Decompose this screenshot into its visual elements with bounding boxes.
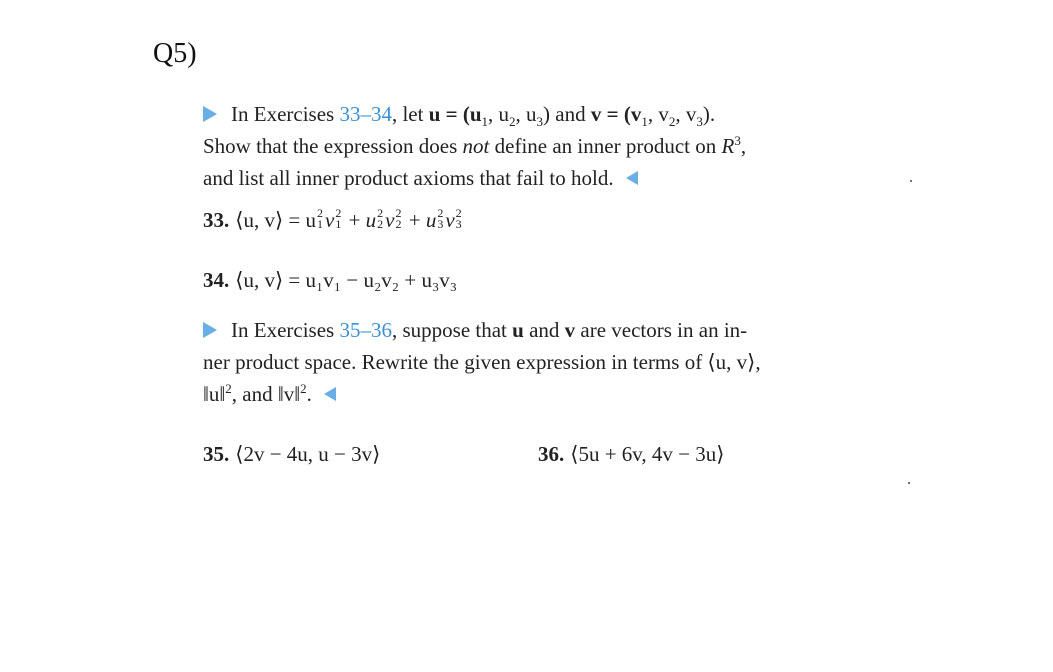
back-arrow-icon bbox=[626, 171, 638, 185]
exercise-35: 35. ⟨2v − 4u, u − 3v⟩ bbox=[203, 442, 381, 466]
intro1-line-2: Show that the expression does not define an inner product on $R^3$, bbox=[203, 133, 747, 158]
exercise-range-link[interactable]: 33–34 bbox=[339, 102, 392, 126]
play-arrow-icon bbox=[203, 106, 217, 122]
intro2-line-3: ‖u‖$^2$, and ‖v‖$^2$. bbox=[203, 378, 903, 410]
speck-mark bbox=[908, 482, 910, 484]
intro-paragraph-2 bbox=[203, 314, 903, 410]
intro1-line-1: In Exercises 33–34, let $u = (u_1$, $u_2$, $u_3$) and $v = (v_1$, $v_2$, $v_3$). bbox=[203, 98, 903, 130]
play-arrow-icon bbox=[203, 322, 217, 338]
exercise-33: 33. ⟨u, v⟩ = u 2 1 v 2 1 + u 2 2 v 2 2 + u 2 3 v 2 3 bbox=[203, 206, 462, 232]
intro2-line-2: ner product space. Rewrite the given expression in terms of ⟨u, v⟩, bbox=[203, 350, 761, 374]
intro-paragraph-1 bbox=[203, 98, 903, 194]
exercise-range-link[interactable]: 35–36 bbox=[339, 318, 392, 342]
back-arrow-icon bbox=[324, 387, 336, 401]
intro2-line-1: In Exercises 35–36, suppose that u and v are vectors in an in- bbox=[203, 314, 903, 346]
exercise-34: 34. ⟨u, v⟩ = u₁v₁ − u₂v₂ + u₃v₃ bbox=[203, 268, 458, 292]
question-label: Q5) bbox=[153, 38, 197, 69]
speck-mark bbox=[910, 180, 912, 182]
intro1-line-3: and list all inner product axioms that fail to hold. bbox=[203, 162, 903, 194]
exercise-36: 36. ⟨5u + 6v, 4v − 3u⟩ bbox=[538, 442, 725, 466]
